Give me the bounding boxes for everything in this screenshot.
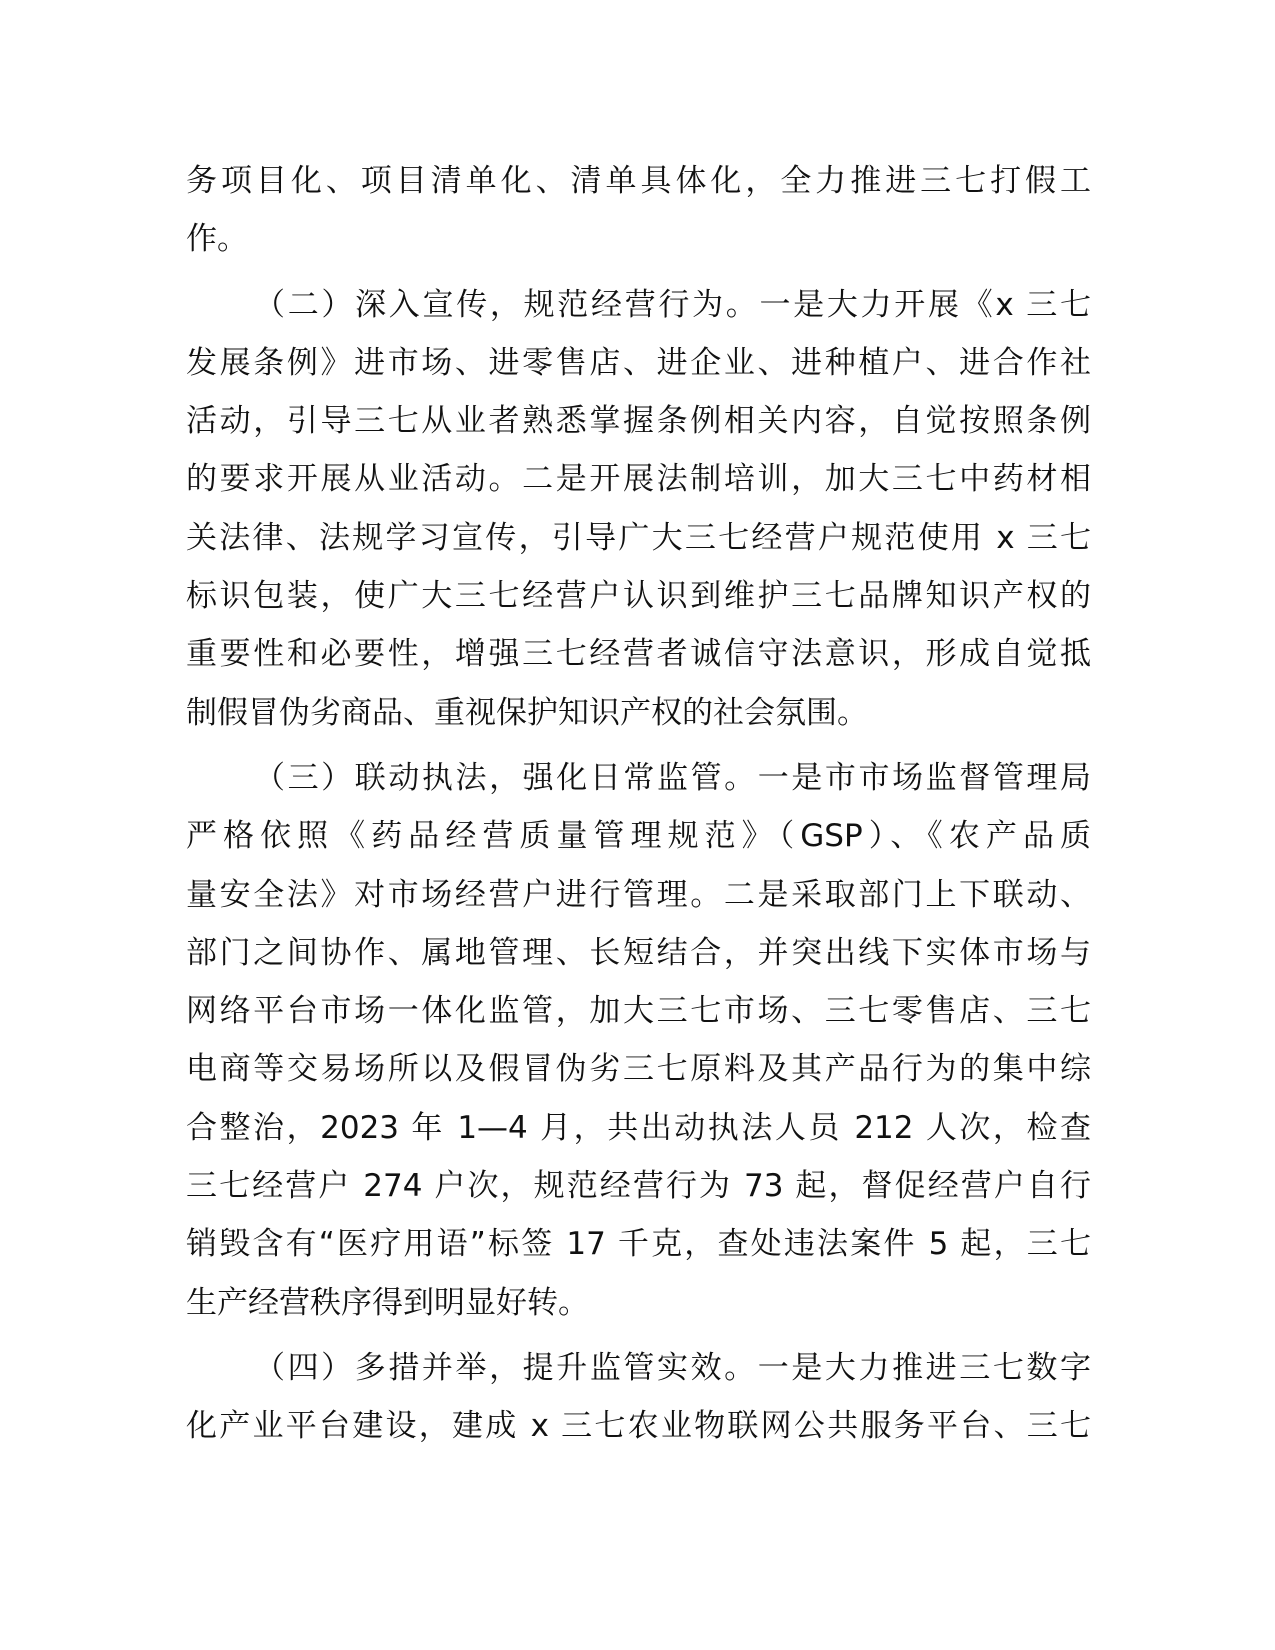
text-line: 化产业平台建设，建成 x 三七农业物联网公共服务平台、三七 — [186, 1408, 1091, 1445]
text-line: 作。 — [186, 221, 248, 258]
text-line: 标识包装，使广大三七经营户认识到维护三七品牌知识产权的 — [186, 578, 1091, 615]
text-line: 三七经营户 274 户次，规范经营行为 73 起，督促经营户自行 — [186, 1168, 1091, 1205]
text-line: 合整治，2023 年 1—4 月，共出动执法人员 212 人次，检查 — [186, 1109, 1091, 1146]
text-line: （二）深入宣传，规范经营行为。一是大力开展《x 三七 — [254, 286, 1091, 323]
document-page — [186, 152, 1091, 1456]
text-line: 制假冒伪劣商品、重视保护知识产权的社会氛围。 — [186, 694, 868, 731]
text-line: 严格依照《药品经营质量管理规范》（GSP）、《农产品质 — [186, 818, 1091, 855]
text-line: 部门之间协作、属地管理、长短结合，并突出线下实体市场与 — [186, 934, 1091, 971]
text-line: 网络平台市场一体化监管，加大三七市场、三七零售店、三七 — [186, 993, 1091, 1030]
text-line: 电商等交易场所以及假冒伪劣三七原料及其产品行为的集中综 — [186, 1051, 1091, 1088]
text-line: 活动，引导三七从业者熟悉掌握条例相关内容，自觉按照条例 — [186, 403, 1091, 440]
text-line: 量安全法》对市场经营户进行管理。二是采取部门上下联动、 — [186, 876, 1091, 913]
text-line: （四）多措并举，提升监管实效。一是大力推进三七数字 — [254, 1349, 1091, 1386]
text-line: 的要求开展从业活动。二是开展法制培训，加大三七中药材相 — [186, 461, 1091, 498]
text-line: 生产经营秩序得到明显好转。 — [186, 1284, 589, 1321]
text-line: 发展条例》进市场、进零售店、进企业、进种植户、进合作社 — [186, 344, 1091, 381]
paragraph-p4 — [186, 1339, 1091, 1456]
text-line: （三）联动执法，强化日常监管。一是市市场监督管理局 — [254, 759, 1091, 796]
text-line: 务项目化、项目清单化、清单具体化，全力推进三七打假工 — [186, 163, 1091, 199]
paragraph-p1-tail — [186, 152, 1091, 269]
paragraph-p3 — [186, 749, 1091, 1332]
paragraph-p2 — [186, 276, 1091, 742]
text-line: 关法律、法规学习宣传，引导广大三七经营户规范使用 x 三七 — [186, 519, 1091, 556]
text-line: 销毁含有“医疗用语”标签 17 千克，查处违法案件 5 起，三七 — [186, 1226, 1091, 1263]
text-line: 重要性和必要性，增强三七经营者诚信守法意识，形成自觉抵 — [186, 636, 1091, 673]
